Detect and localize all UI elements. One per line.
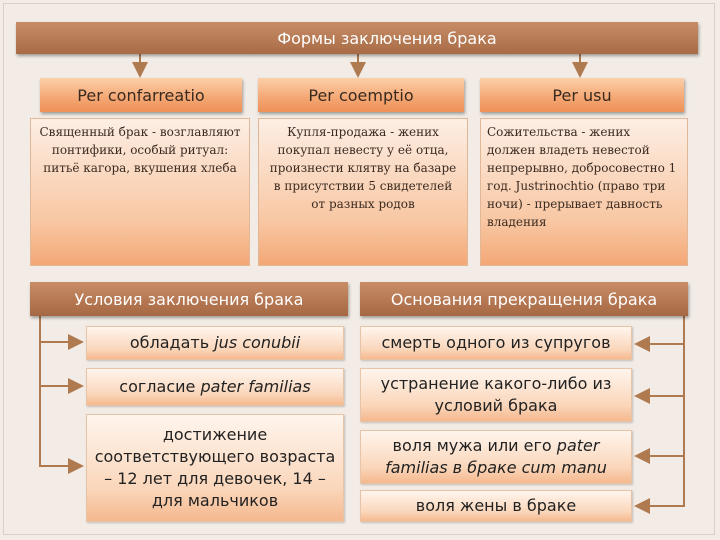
termination-item: устранение какого-либо из условий брака	[360, 368, 632, 422]
form-header-coemptio: Per coemptio	[258, 78, 464, 112]
condition-item: обладать jus conubii	[86, 326, 344, 360]
form-description-confarreatio: Священный брак - возглавляют понтифики, особый ритуал: питьё кагора, вкушения хлеба	[30, 118, 250, 266]
condition-item: достижение соответствующего возраста – 12 лет для девочек, 14 – для мальчиков	[86, 414, 344, 522]
form-header-usu: Per usu	[480, 78, 684, 112]
form-description-usu: Сожительства - жених должен владеть невестой непрерывно, добросовестно 1 год. Justrinochtio (право три ночи) - прерывает давность владения	[480, 118, 688, 266]
conditions-header: Условия заключения брака	[30, 282, 348, 316]
termination-header: Основания прекращения брака	[360, 282, 688, 316]
diagram-title: Формы заключения брака	[16, 22, 698, 54]
condition-item: согласие pater familias	[86, 368, 344, 406]
form-description-coemptio: Купля-продажа - жених покупал невесту у её отца, произнести клятву на базаре в присутствии 5 свидетелей от разных родов	[258, 118, 468, 266]
termination-item: воля жены в браке	[360, 490, 632, 522]
termination-item: смерть одного из супругов	[360, 326, 632, 360]
termination-item: воля мужа или его pater familias в браке cum manu	[360, 430, 632, 484]
form-header-confarreatio: Per confarreatio	[40, 78, 242, 112]
